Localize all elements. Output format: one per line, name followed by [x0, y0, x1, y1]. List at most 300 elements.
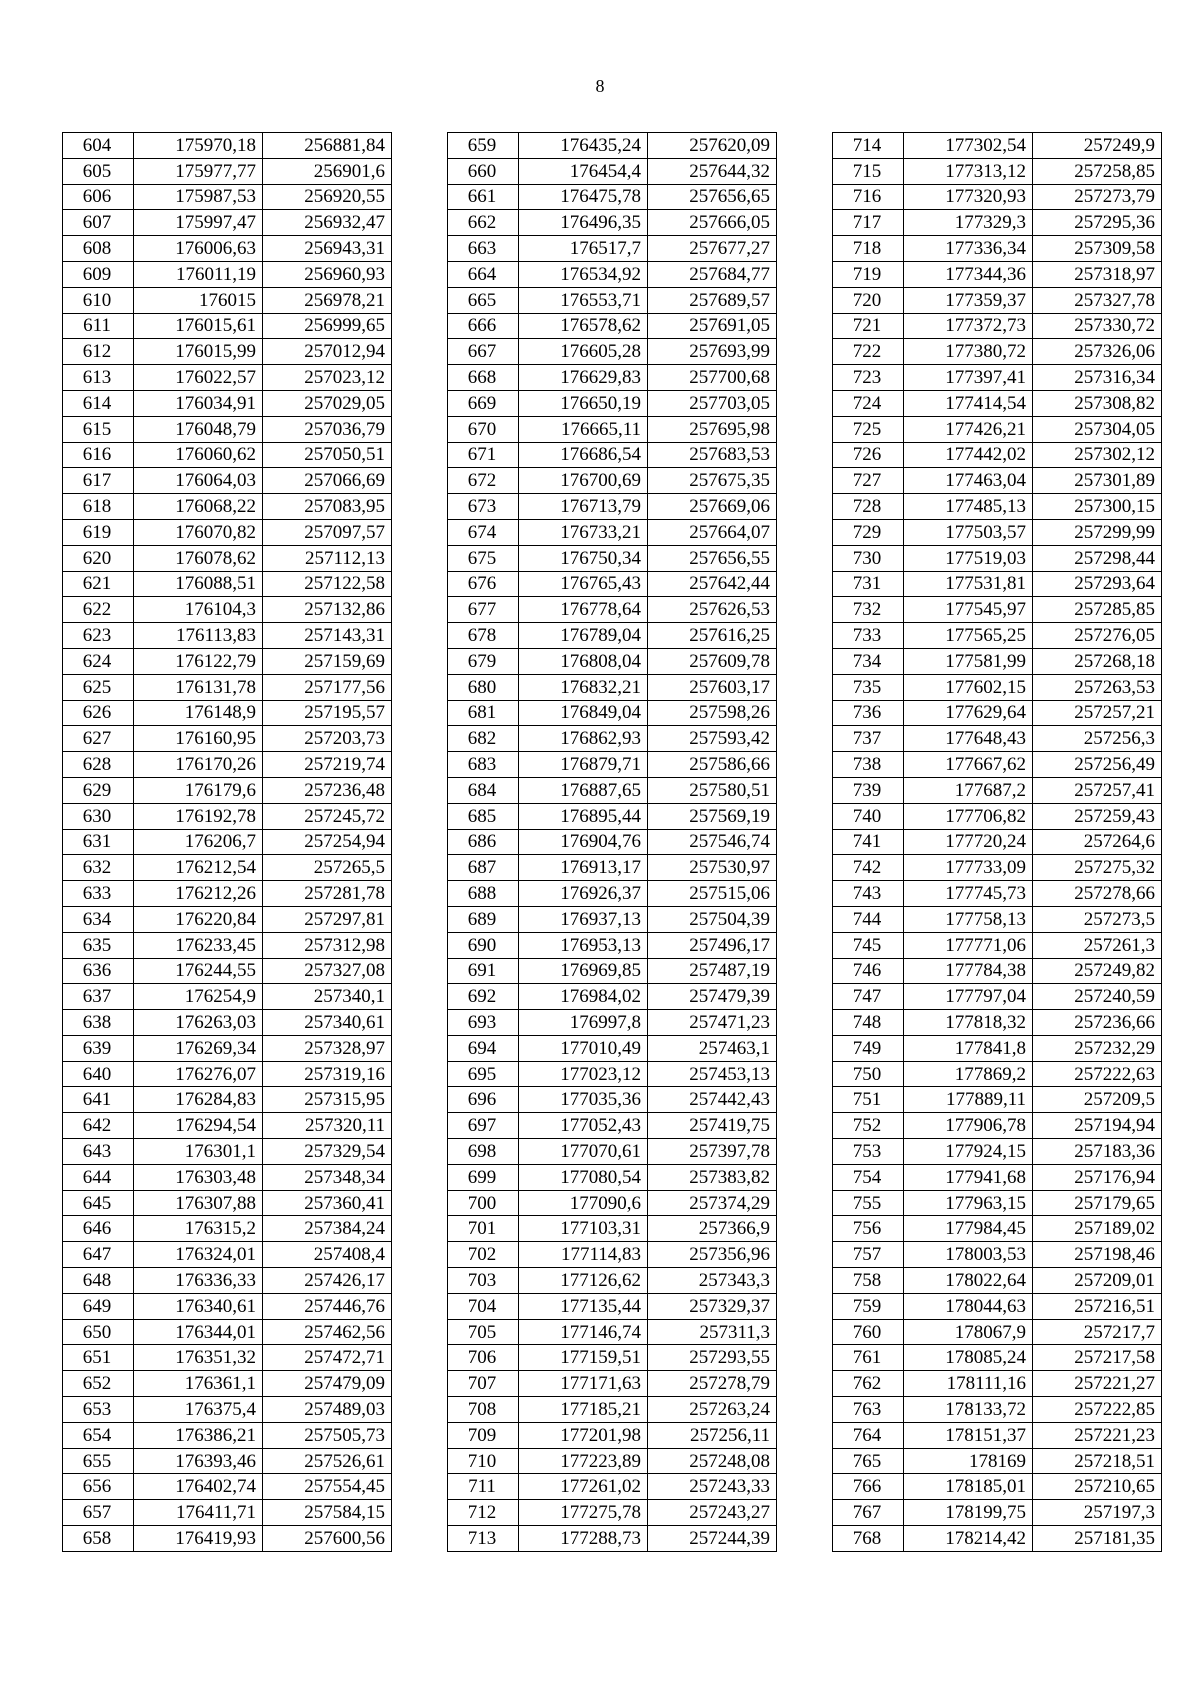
x-coordinate-cell: 176629,83	[519, 365, 648, 391]
x-coordinate-cell: 177758,13	[904, 906, 1033, 932]
table-row	[448, 1500, 777, 1526]
point-number-cell: 761	[833, 1345, 904, 1371]
point-number-cell: 661	[448, 184, 519, 210]
x-coordinate-cell: 177035,36	[519, 1087, 648, 1113]
y-coordinate-cell: 256999,65	[263, 313, 392, 339]
x-coordinate-cell: 176997,8	[519, 1010, 648, 1036]
table-row	[448, 236, 777, 262]
point-number-cell: 679	[448, 648, 519, 674]
point-number-cell: 648	[63, 1268, 134, 1294]
point-number-cell: 717	[833, 210, 904, 236]
y-coordinate-cell: 257348,34	[263, 1164, 392, 1190]
point-number-cell: 680	[448, 674, 519, 700]
y-coordinate-cell: 257669,06	[648, 494, 777, 520]
point-number-cell: 650	[63, 1319, 134, 1345]
x-coordinate-cell: 177344,36	[904, 261, 1033, 287]
y-coordinate-cell: 257693,99	[648, 339, 777, 365]
x-coordinate-cell: 177010,49	[519, 1035, 648, 1061]
table-row	[833, 1319, 1162, 1345]
y-coordinate-cell: 257384,24	[263, 1216, 392, 1242]
table-row	[63, 519, 392, 545]
x-coordinate-cell: 177023,12	[519, 1061, 648, 1087]
point-number-cell: 689	[448, 906, 519, 932]
table-row	[448, 210, 777, 236]
x-coordinate-cell: 177706,82	[904, 803, 1033, 829]
x-coordinate-cell: 176070,82	[134, 519, 263, 545]
table-row	[63, 133, 392, 159]
x-coordinate-cell: 177442,02	[904, 442, 1033, 468]
x-coordinate-cell: 176849,04	[519, 700, 648, 726]
point-number-cell: 633	[63, 881, 134, 907]
x-coordinate-cell: 176263,03	[134, 1010, 263, 1036]
y-coordinate-cell: 257689,57	[648, 287, 777, 313]
y-coordinate-cell: 257197,3	[1033, 1500, 1162, 1526]
point-number-cell: 626	[63, 700, 134, 726]
table-row	[448, 1190, 777, 1216]
point-number-cell: 742	[833, 855, 904, 881]
table-row	[63, 442, 392, 468]
y-coordinate-cell: 257299,99	[1033, 519, 1162, 545]
x-coordinate-cell: 177503,57	[904, 519, 1033, 545]
point-number-cell: 651	[63, 1345, 134, 1371]
point-number-cell: 759	[833, 1293, 904, 1319]
table-row	[833, 468, 1162, 494]
point-number-cell: 668	[448, 365, 519, 391]
table-row	[63, 571, 392, 597]
point-number-cell: 639	[63, 1035, 134, 1061]
x-coordinate-cell: 176022,57	[134, 365, 263, 391]
point-number-cell: 714	[833, 133, 904, 159]
point-number-cell: 630	[63, 803, 134, 829]
point-number-cell: 731	[833, 571, 904, 597]
y-coordinate-cell: 257356,96	[648, 1242, 777, 1268]
table-row	[63, 1397, 392, 1423]
point-number-cell: 618	[63, 494, 134, 520]
x-coordinate-cell: 177924,15	[904, 1139, 1033, 1165]
y-coordinate-cell: 257066,69	[263, 468, 392, 494]
table-row	[448, 1474, 777, 1500]
x-coordinate-cell: 176517,7	[519, 236, 648, 262]
x-coordinate-cell: 177602,15	[904, 674, 1033, 700]
y-coordinate-cell: 257327,08	[263, 958, 392, 984]
table-row	[833, 365, 1162, 391]
y-coordinate-cell: 257644,32	[648, 158, 777, 184]
table-row	[833, 1164, 1162, 1190]
y-coordinate-cell: 257453,13	[648, 1061, 777, 1087]
table-row	[63, 958, 392, 984]
y-coordinate-cell: 257256,11	[648, 1422, 777, 1448]
table-row	[833, 1139, 1162, 1165]
y-coordinate-cell: 257194,94	[1033, 1113, 1162, 1139]
table-row	[63, 1500, 392, 1526]
y-coordinate-cell: 257297,81	[263, 906, 392, 932]
table-row	[63, 1164, 392, 1190]
y-coordinate-cell: 257275,32	[1033, 855, 1162, 881]
y-coordinate-cell: 257122,58	[263, 571, 392, 597]
x-coordinate-cell: 176307,88	[134, 1190, 263, 1216]
x-coordinate-cell: 176011,19	[134, 261, 263, 287]
x-coordinate-cell: 177201,98	[519, 1422, 648, 1448]
y-coordinate-cell: 257216,51	[1033, 1293, 1162, 1319]
y-coordinate-cell: 257316,34	[1033, 365, 1162, 391]
x-coordinate-cell: 177103,31	[519, 1216, 648, 1242]
y-coordinate-cell: 257243,33	[648, 1474, 777, 1500]
x-coordinate-cell: 176765,43	[519, 571, 648, 597]
table-row	[63, 390, 392, 416]
table-row	[833, 313, 1162, 339]
table-row	[448, 494, 777, 520]
x-coordinate-cell: 176969,85	[519, 958, 648, 984]
coordinates-table-1	[62, 132, 392, 1552]
table-row	[448, 1164, 777, 1190]
table-row	[63, 984, 392, 1010]
x-coordinate-cell: 176170,26	[134, 752, 263, 778]
table-row	[63, 210, 392, 236]
table-row	[448, 674, 777, 700]
table-row	[833, 1500, 1162, 1526]
x-coordinate-cell: 176315,2	[134, 1216, 263, 1242]
y-coordinate-cell: 257189,02	[1033, 1216, 1162, 1242]
table-row	[448, 932, 777, 958]
x-coordinate-cell: 175977,77	[134, 158, 263, 184]
table-row	[833, 855, 1162, 881]
y-coordinate-cell: 257329,54	[263, 1139, 392, 1165]
x-coordinate-cell: 176926,37	[519, 881, 648, 907]
table-row	[448, 1345, 777, 1371]
x-coordinate-cell: 177818,32	[904, 1010, 1033, 1036]
x-coordinate-cell: 176686,54	[519, 442, 648, 468]
table-row	[63, 365, 392, 391]
y-coordinate-cell: 257261,3	[1033, 932, 1162, 958]
point-number-cell: 619	[63, 519, 134, 545]
table-row	[833, 416, 1162, 442]
y-coordinate-cell: 257029,05	[263, 390, 392, 416]
point-number-cell: 744	[833, 906, 904, 932]
y-coordinate-cell: 257328,97	[263, 1035, 392, 1061]
x-coordinate-cell: 176068,22	[134, 494, 263, 520]
point-number-cell: 654	[63, 1422, 134, 1448]
x-coordinate-cell: 176419,93	[134, 1526, 263, 1552]
point-number-cell: 713	[448, 1526, 519, 1552]
point-number-cell: 644	[63, 1164, 134, 1190]
table-row	[833, 726, 1162, 752]
x-coordinate-cell: 177288,73	[519, 1526, 648, 1552]
point-number-cell: 669	[448, 390, 519, 416]
point-number-cell: 746	[833, 958, 904, 984]
x-coordinate-cell: 178044,63	[904, 1293, 1033, 1319]
point-number-cell: 660	[448, 158, 519, 184]
point-number-cell: 726	[833, 442, 904, 468]
y-coordinate-cell: 257304,05	[1033, 416, 1162, 442]
point-number-cell: 758	[833, 1268, 904, 1294]
x-coordinate-cell: 176048,79	[134, 416, 263, 442]
table-row	[833, 777, 1162, 803]
point-number-cell: 693	[448, 1010, 519, 1036]
y-coordinate-cell: 257236,66	[1033, 1010, 1162, 1036]
y-coordinate-cell: 257340,1	[263, 984, 392, 1010]
point-number-cell: 698	[448, 1139, 519, 1165]
point-number-cell: 696	[448, 1087, 519, 1113]
x-coordinate-cell: 176534,92	[519, 261, 648, 287]
y-coordinate-cell: 257442,43	[648, 1087, 777, 1113]
x-coordinate-cell: 178214,42	[904, 1526, 1033, 1552]
x-coordinate-cell: 177545,97	[904, 597, 1033, 623]
x-coordinate-cell: 177771,06	[904, 932, 1033, 958]
x-coordinate-cell: 176393,46	[134, 1448, 263, 1474]
x-coordinate-cell: 176148,9	[134, 700, 263, 726]
y-coordinate-cell: 257616,25	[648, 623, 777, 649]
point-number-cell: 697	[448, 1113, 519, 1139]
point-number-cell: 673	[448, 494, 519, 520]
point-number-cell: 629	[63, 777, 134, 803]
point-number-cell: 750	[833, 1061, 904, 1087]
table-row	[63, 1293, 392, 1319]
y-coordinate-cell: 257218,51	[1033, 1448, 1162, 1474]
y-coordinate-cell: 257023,12	[263, 365, 392, 391]
y-coordinate-cell: 257584,15	[263, 1500, 392, 1526]
table-row	[63, 1371, 392, 1397]
y-coordinate-cell: 256960,93	[263, 261, 392, 287]
table-row	[448, 1371, 777, 1397]
y-coordinate-cell: 257329,37	[648, 1293, 777, 1319]
table-row	[448, 597, 777, 623]
y-coordinate-cell: 257244,39	[648, 1526, 777, 1552]
x-coordinate-cell: 176015	[134, 287, 263, 313]
x-coordinate-cell: 177223,89	[519, 1448, 648, 1474]
x-coordinate-cell: 176733,21	[519, 519, 648, 545]
point-number-cell: 690	[448, 932, 519, 958]
x-coordinate-cell: 178133,72	[904, 1397, 1033, 1423]
point-number-cell: 682	[448, 726, 519, 752]
x-coordinate-cell: 176220,84	[134, 906, 263, 932]
table-row	[63, 1448, 392, 1474]
point-number-cell: 743	[833, 881, 904, 907]
y-coordinate-cell: 257620,09	[648, 133, 777, 159]
y-coordinate-cell: 257318,97	[1033, 261, 1162, 287]
point-number-cell: 705	[448, 1319, 519, 1345]
table-row	[448, 881, 777, 907]
point-number-cell: 627	[63, 726, 134, 752]
point-number-cell: 675	[448, 545, 519, 571]
table-row	[833, 648, 1162, 674]
x-coordinate-cell: 177336,34	[904, 236, 1033, 262]
x-coordinate-cell: 176064,03	[134, 468, 263, 494]
table-row	[63, 1139, 392, 1165]
y-coordinate-cell: 257036,79	[263, 416, 392, 442]
x-coordinate-cell: 177171,63	[519, 1371, 648, 1397]
x-coordinate-cell: 177963,15	[904, 1190, 1033, 1216]
y-coordinate-cell: 257600,56	[263, 1526, 392, 1552]
x-coordinate-cell: 176192,78	[134, 803, 263, 829]
point-number-cell: 699	[448, 1164, 519, 1190]
table-row	[833, 1242, 1162, 1268]
y-coordinate-cell: 257210,65	[1033, 1474, 1162, 1500]
y-coordinate-cell: 257258,85	[1033, 158, 1162, 184]
table-row	[63, 1087, 392, 1113]
x-coordinate-cell: 178199,75	[904, 1500, 1033, 1526]
page-number: 8	[595, 76, 605, 96]
point-number-cell: 676	[448, 571, 519, 597]
y-coordinate-cell: 257656,55	[648, 545, 777, 571]
y-coordinate-cell: 257580,51	[648, 777, 777, 803]
y-coordinate-cell: 257603,17	[648, 674, 777, 700]
table-row	[448, 1422, 777, 1448]
x-coordinate-cell: 176411,71	[134, 1500, 263, 1526]
x-coordinate-cell: 176340,61	[134, 1293, 263, 1319]
x-coordinate-cell: 176553,71	[519, 287, 648, 313]
point-number-cell: 612	[63, 339, 134, 365]
table-row	[833, 519, 1162, 545]
point-number-cell: 723	[833, 365, 904, 391]
x-coordinate-cell: 176402,74	[134, 1474, 263, 1500]
point-number-cell: 646	[63, 1216, 134, 1242]
point-number-cell: 621	[63, 571, 134, 597]
x-coordinate-cell: 176475,78	[519, 184, 648, 210]
table-row	[833, 597, 1162, 623]
table-row	[63, 1190, 392, 1216]
y-coordinate-cell: 257496,17	[648, 932, 777, 958]
table-row	[448, 700, 777, 726]
table-row	[448, 958, 777, 984]
table-row	[63, 313, 392, 339]
table-row	[448, 184, 777, 210]
point-number-cell: 718	[833, 236, 904, 262]
y-coordinate-cell: 257320,11	[263, 1113, 392, 1139]
point-number-cell: 617	[63, 468, 134, 494]
point-number-cell: 762	[833, 1371, 904, 1397]
x-coordinate-cell: 178085,24	[904, 1345, 1033, 1371]
point-number-cell: 641	[63, 1087, 134, 1113]
table-row	[833, 752, 1162, 778]
point-number-cell: 606	[63, 184, 134, 210]
point-number-cell: 745	[833, 932, 904, 958]
y-coordinate-cell: 257374,29	[648, 1190, 777, 1216]
point-number-cell: 728	[833, 494, 904, 520]
table-row	[833, 236, 1162, 262]
point-number-cell: 755	[833, 1190, 904, 1216]
x-coordinate-cell: 177733,09	[904, 855, 1033, 881]
y-coordinate-cell: 257256,49	[1033, 752, 1162, 778]
table-row	[833, 674, 1162, 700]
x-coordinate-cell: 177126,62	[519, 1268, 648, 1294]
y-coordinate-cell: 257366,9	[648, 1216, 777, 1242]
y-coordinate-cell: 257526,61	[263, 1448, 392, 1474]
table-row	[833, 1422, 1162, 1448]
x-coordinate-cell: 176088,51	[134, 571, 263, 597]
y-coordinate-cell: 257462,56	[263, 1319, 392, 1345]
x-coordinate-cell: 176361,1	[134, 1371, 263, 1397]
x-coordinate-cell: 177135,44	[519, 1293, 648, 1319]
point-number-cell: 724	[833, 390, 904, 416]
point-number-cell: 760	[833, 1319, 904, 1345]
table-row	[63, 1010, 392, 1036]
y-coordinate-cell: 257263,53	[1033, 674, 1162, 700]
x-coordinate-cell: 176879,71	[519, 752, 648, 778]
table-row	[63, 494, 392, 520]
y-coordinate-cell: 257257,21	[1033, 700, 1162, 726]
point-number-cell: 754	[833, 1164, 904, 1190]
y-coordinate-cell: 257293,55	[648, 1345, 777, 1371]
point-number-cell: 622	[63, 597, 134, 623]
y-coordinate-cell: 257177,56	[263, 674, 392, 700]
y-coordinate-cell: 257132,86	[263, 597, 392, 623]
x-coordinate-cell: 178151,37	[904, 1422, 1033, 1448]
y-coordinate-cell: 257691,05	[648, 313, 777, 339]
table-row	[833, 1293, 1162, 1319]
x-coordinate-cell: 176015,99	[134, 339, 263, 365]
point-number-cell: 616	[63, 442, 134, 468]
table-row	[833, 623, 1162, 649]
y-coordinate-cell: 257243,27	[648, 1500, 777, 1526]
table-row	[63, 545, 392, 571]
table-row	[448, 1139, 777, 1165]
point-number-cell: 667	[448, 339, 519, 365]
table-row	[448, 1216, 777, 1242]
x-coordinate-cell: 176913,17	[519, 855, 648, 881]
point-number-cell: 707	[448, 1371, 519, 1397]
table-row	[833, 803, 1162, 829]
x-coordinate-cell: 176122,79	[134, 648, 263, 674]
y-coordinate-cell: 257586,66	[648, 752, 777, 778]
table-row	[833, 700, 1162, 726]
y-coordinate-cell: 257695,98	[648, 416, 777, 442]
point-number-cell: 664	[448, 261, 519, 287]
y-coordinate-cell: 257285,85	[1033, 597, 1162, 623]
x-coordinate-cell: 177372,73	[904, 313, 1033, 339]
point-number-cell: 711	[448, 1474, 519, 1500]
table-row	[833, 829, 1162, 855]
table-row	[448, 906, 777, 932]
point-number-cell: 719	[833, 261, 904, 287]
x-coordinate-cell: 176605,28	[519, 339, 648, 365]
y-coordinate-cell: 257319,16	[263, 1061, 392, 1087]
y-coordinate-cell: 257463,1	[648, 1035, 777, 1061]
table-row	[63, 752, 392, 778]
y-coordinate-cell: 257683,53	[648, 442, 777, 468]
x-coordinate-cell: 176104,3	[134, 597, 263, 623]
table-row	[833, 1010, 1162, 1036]
table-row	[448, 803, 777, 829]
y-coordinate-cell: 257489,03	[263, 1397, 392, 1423]
y-coordinate-cell: 257273,79	[1033, 184, 1162, 210]
x-coordinate-cell: 176650,19	[519, 390, 648, 416]
table-row	[448, 1035, 777, 1061]
table-row	[63, 236, 392, 262]
table-row	[833, 1526, 1162, 1552]
table-row	[448, 313, 777, 339]
table-row	[448, 1087, 777, 1113]
y-coordinate-cell: 257446,76	[263, 1293, 392, 1319]
table-row	[833, 1035, 1162, 1061]
point-number-cell: 738	[833, 752, 904, 778]
table-row	[833, 1190, 1162, 1216]
point-number-cell: 634	[63, 906, 134, 932]
table-row	[833, 958, 1162, 984]
x-coordinate-cell: 175987,53	[134, 184, 263, 210]
y-coordinate-cell: 257083,95	[263, 494, 392, 520]
point-number-cell: 653	[63, 1397, 134, 1423]
y-coordinate-cell: 256881,84	[263, 133, 392, 159]
x-coordinate-cell: 177869,2	[904, 1061, 1033, 1087]
y-coordinate-cell: 257097,57	[263, 519, 392, 545]
x-coordinate-cell: 177485,13	[904, 494, 1033, 520]
y-coordinate-cell: 257569,19	[648, 803, 777, 829]
table-row	[833, 1113, 1162, 1139]
x-coordinate-cell: 176937,13	[519, 906, 648, 932]
point-number-cell: 637	[63, 984, 134, 1010]
table-row	[448, 829, 777, 855]
point-number-cell: 623	[63, 623, 134, 649]
